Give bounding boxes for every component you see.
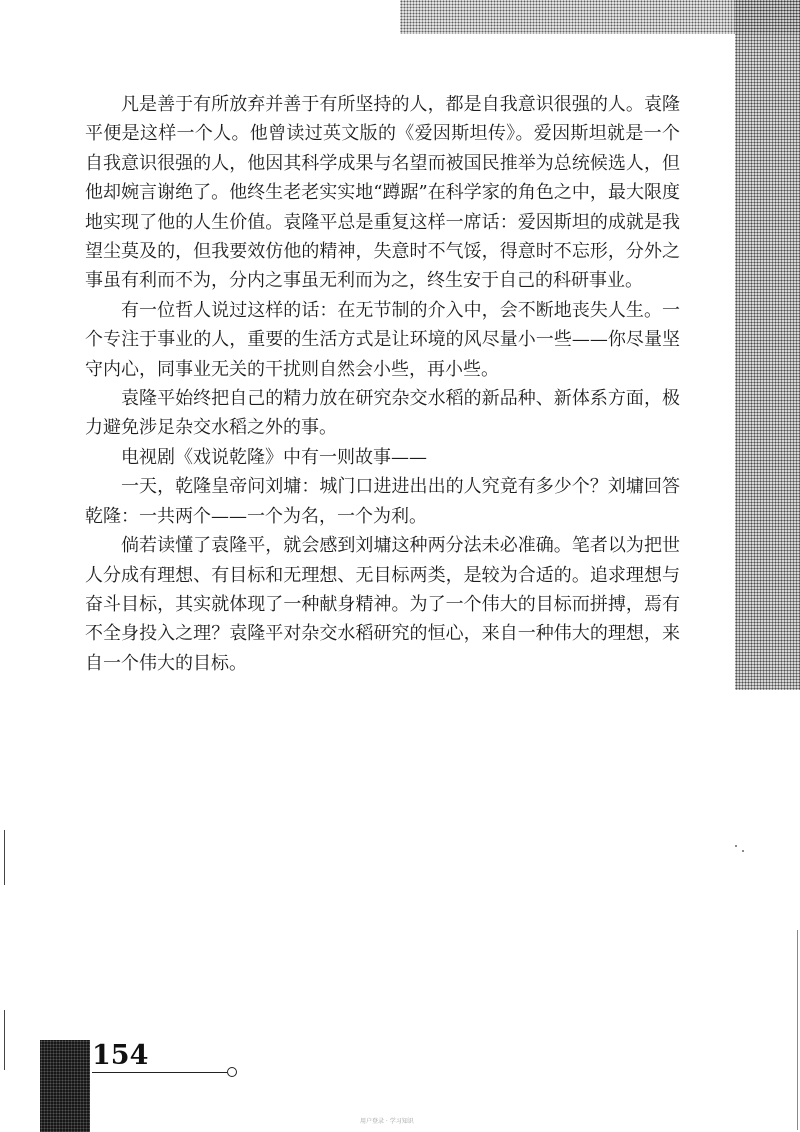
scan-edge-line	[797, 930, 798, 1130]
paragraph: 有一位哲人说过这样的话：在无节制的介入中，会不断地丧失人生。一个专注于事业的人，重要的生活方式是让环境的风尽量小一些——你尽量坚守内心，同事业无关的干扰则自然会小些，再小些。	[85, 299, 680, 380]
circle-ornament-icon	[227, 1067, 237, 1077]
scan-halftone-right	[735, 0, 800, 690]
page-footer	[40, 1040, 260, 1132]
page-number: 154	[92, 1040, 149, 1071]
scan-edge-line	[4, 1010, 5, 1070]
paragraph: 电视剧《戏说乾隆》中有一则故事——	[121, 446, 427, 468]
scan-speck	[742, 850, 744, 852]
footer-black-block	[40, 1040, 90, 1132]
paragraph: 倘若读懂了袁隆平，就会感到刘墉这种两分法未必准确。笔者以为把世人分成有理想、有目标和无理想、无目标两类，是较为合适的。追求理想与奋斗目标，其实就体现了一种献身精神。为了一个伟大的目标而拼搏，焉有不全身投入之理？袁隆平对杂交水稻研究的恒心，来自一种伟大的理想，来自一个伟大的目标。	[85, 535, 680, 674]
paragraph: 一天，乾隆皇帝问刘墉：城门口进进出出的人究竟有多少个？刘墉回答乾隆：一共两个——一个为名，一个为利。	[85, 476, 680, 527]
scan-edge-line	[4, 830, 5, 885]
watermark-text: 用户登录 · 学习知识	[360, 1118, 414, 1125]
paragraph: 袁隆平始终把自己的精力放在研究杂交水稻的新品种、新体系方面，极力避免涉足杂交水稻之外的事。	[85, 388, 680, 439]
paragraph: 凡是善于有所放弃并善于有所坚持的人，都是自我意识很强的人。袁隆平便是这样一个人。他曾读过英文版的《爱因斯坦传》。爱因斯坦就是一个自我意识很强的人，他因其科学成果与名望而被国民推举为总统候选人，但他却婉言谢绝了。他终生老老实实地“蹲踞”在科学家的角色之中，最大限度地实现了他的人生价值。袁隆平总是重复这样一席话：爱因斯坦的成就是我望尘莫及的，但我要效仿他的精神，失意时不气馁，得意时不忘形，分外之事虽有利而不为，分内之事虽无利而为之，终生安于自己的科研事业。	[85, 94, 680, 292]
scan-speck	[735, 845, 737, 847]
footer-rule	[92, 1072, 227, 1073]
body-text	[85, 90, 680, 678]
